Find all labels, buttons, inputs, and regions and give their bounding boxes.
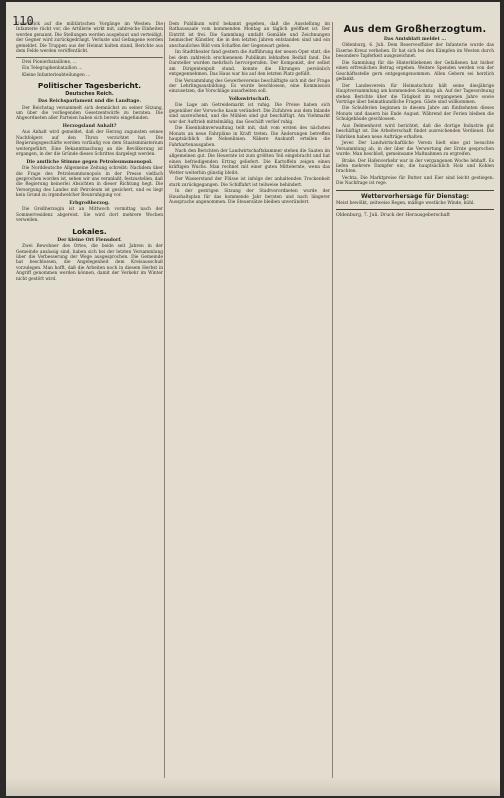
- article-paragraph: Brake. Der Hafenverkehr war in der vergangenen Woche lebhaft. Es liefen mehrere Dampfer ein, die hauptsächlich Holz und Kohlen brachten.: [336, 158, 494, 175]
- article-paragraph: Jever. Der Landwirtschaftliche Verein hielt eine gut besuchte Versammlung ab, in der über die Verwertung der Ernte gesprochen wurde. Man beschloß, gemeinsame Maßnahmen zu ergreifen.: [336, 141, 494, 158]
- column-middle: [169, 22, 330, 207]
- article-paragraph: Die Lage am Getreidemarkt ist ruhig. Die Preise haben sich gegenüber der Vorwoche kaum verändert. Die Zufuhren aus dem Inlande sind ausreichend, und die Mühlen sind gut beschäftigt. Am Viehmarkt war der Auftrieb mittelmäßig, das Geschäft verlief ruhig.: [169, 103, 330, 125]
- weather-forecast-box: [336, 190, 494, 210]
- article-paragraph: Dem Publikum wird bekannt gegeben, daß die Ausstellung im Rathaussaale vom kommenden Montag an täglich geöffnet ist. Der Eintritt ist frei. Die Sammlung umfaßt Gemälde und Zeichnungen heimischer Künstler, die in den letzten Jahren entstanden sind und ein anschauliches Bild vom Schaffen der Gegenwart geben.: [169, 22, 330, 49]
- article-paragraph: Vechta. Die Marktpreise für Butter und Eier sind leicht gestiegen. Die Nachfrage ist rege.: [336, 175, 494, 187]
- article-paragraph: In der gestrigen Sitzung der Stadtverordneten wurde der Haushaltsplan für das kommende Jahr beraten und nach längerer Aussprache angenommen. Die Steuersätze bleiben unverändert.: [169, 189, 330, 206]
- article-paragraph: Der Wasserstand der Flüsse ist infolge der anhaltenden Trockenheit stark zurückgegangen. Die Schiffahrt ist teilweise behindert.: [169, 177, 330, 188]
- article-heading: Herzogsland Anhalt?: [62, 123, 117, 129]
- article-paragraph: Im Stadttheater fand gestern die Aufführung der neuen Oper statt, die bei dem zahlreich erschienenen Publikum lebhaften Beifall fand. Die Darsteller wurden mehrfach hervorgerufen. Der Komponist, der selbst am Dirigentenpult stand, konnte die Ehrungen persönlich entgegennehmen. Das Haus war bis auf den letzten Platz gefüllt.: [169, 50, 330, 78]
- notice-line: Ein Telegraphenbataillon ...: [22, 66, 83, 72]
- article-paragraph: Der Reichstag versammelt sich demnächst zu seiner Sitzung, um über die vorliegenden Gesetzentwürfe zu beraten. Die Abgeordneten aller Parteien haben sich bereits eingefunden.: [16, 105, 163, 122]
- regional-subheading: Das Amtsblatt meldet ...: [383, 37, 447, 42]
- page-edge-shadow: [6, 778, 500, 796]
- weather-forecast-title: Wettervorhersage für Dienstag:: [360, 192, 470, 200]
- column-left: [16, 22, 163, 283]
- article-paragraph: Zwei Bewohner des Ortes, die beide seit Jahren in der Gemeinde ansässig sind, haben sich bei der letzten Versammlung über die Verbesserung der Wege ausgesprochen. Die Gemeinde hat beschlossen, die Angelegenheit dem Kreisausschuß vorzulegen. Man hofft, daß die Arbeiten noch in diesem Herbst in Angriff genommen werden können, damit der Verkehr im Winter nicht gestört wird.: [16, 244, 163, 282]
- intro-text: Ueberblick auf die militärischen Vorgänge im Westen: Die Infanterie rückt vor, die Artillerie wirkt mit, zahlreiche Einheiten werden genannt. Die Stellungen werden ausgebaut und verteidigt, der Gegner wird zurückgedrängt. Verluste und Gefangene werden gemeldet. Die Truppen aus der Heimat halten stand, Berichte aus dem Felde werden veröffentlicht.: [16, 22, 163, 55]
- article-heading: Volkswirtschaft.: [228, 96, 271, 102]
- section-subheading: Deutsches Reich.: [65, 91, 114, 98]
- notice-line: Drei Pionierbataillone, ...: [22, 59, 77, 65]
- article-paragraph: Die Norddeutsche Allgemeine Zeitung schreibt: Nachdem über die Frage des Petroleummonopols in der Presse vielfach gesprochen worden ist, sehen wir uns veranlaßt, festzustellen, daß die Regierung keinerlei Absichten in dieser Richtung hegt. Die Versorgung des Landes mit Petroleum ist gesichert, und es liegt kein Grund zu irgendwelcher Beunruhigung vor.: [16, 166, 163, 199]
- article-byline: Der kleine Ort Flensdorf.: [57, 237, 122, 243]
- column-rule: [332, 22, 333, 778]
- article-paragraph: Der Landesverein für Heimatschutz hält seine diesjährige Hauptversammlung am kommenden Sonntag ab. Auf der Tagesordnung stehen Berichte über die Tätigkeit im vergangenen Jahre sowie Vorträge über heimatkundliche Fragen. Gäste sind willkommen.: [336, 83, 494, 105]
- article-paragraph: Die Versammlung des Gewerbevereins beschäftigte sich mit der Frage der Lehrlingsausbildung. Es wurde beschlossen, eine Kommission einzusetzen, die Vorschläge ausarbeiten soll.: [169, 78, 330, 95]
- article-byline: Das Reichsparlament und die Landtage.: [37, 99, 142, 105]
- newspaper-page: [6, 2, 500, 796]
- notice-line: Kleine Infanterieabteilungen ...: [22, 72, 91, 78]
- weather-forecast-text: Meist bewölkt, zeitweise Regen, mäßige westliche Winde, kühl.: [336, 200, 475, 206]
- article-heading: Die amtliche Stimme gegen Petroleumsmonopol.: [26, 159, 153, 165]
- article-paragraph: Die Schulferien beginnen in diesem Jahre am fünfzehnten dieses Monats und dauern bis Ende August. Während der Ferien bleiben die Schulgebäude geschlossen.: [336, 106, 494, 123]
- article-paragraph: Aus Delmenhorst wird berichtet, daß die dortige Industrie gut beschäftigt ist. Die Arbeiterschaft findet ausreichenden Verdienst. Die Fabriken haben neue Aufträge erhalten.: [336, 123, 494, 140]
- column-rule: [164, 22, 165, 778]
- column-right: [336, 22, 494, 219]
- page-number: 110: [12, 14, 34, 28]
- article-paragraph: Die Eisenbahnverwaltung teilt mit, daß vom ersten des nächsten Monats an neue Fahrpläne in Kraft treten. Die Änderungen betreffen hauptsächlich die Nebenlinien. Nähere Auskunft erteilen die Fahrkartenausgaben.: [169, 126, 330, 148]
- section-heading: Politischer Tagesbericht.: [37, 81, 142, 91]
- divider: [16, 57, 163, 58]
- article-heading: Erbgroßherzog.: [69, 200, 110, 206]
- article-paragraph: Die Großherzogin ist an Mittwoch vormittag nach der Sommerresidenz abgereist. Sie wird dort mehrere Wochen verweilen.: [16, 207, 163, 224]
- article-paragraph: Die Sammlung für die Hinterbliebenen der Gefallenen hat bisher einen erfreulichen Betrag ergeben. Weitere Spenden werden von der Geschäftsstelle gern entgegengenommen. Allen Gebern sei herzlich gedankt.: [336, 60, 494, 83]
- imprint-line: Oldenburg, 7. Juli. Druck der Herausgeberschaft: [336, 213, 450, 219]
- article-paragraph: Oldenburg, 6. Juli. Dem Reserveoffizier der Infanterie wurde das Eiserne Kreuz verliehen. Er hat sich bei den Kämpfen im Westen durch besondere Tapferkeit ausgezeichnet.: [336, 43, 494, 60]
- article-paragraph: Nach den Berichten der Landwirtschaftskammer stehen die Saaten im allgemeinen gut. Die Heuernte ist zum größten Teil eingebracht und hat einen befriedigenden Ertrag geliefert. Die Kartoffeln zeigen einen kräftigen Wuchs. Man rechnet mit einer guten Mittelernte, wenn das Wetter weiterhin günstig bleibt.: [169, 148, 330, 176]
- regional-masthead: Aus dem Großherzogtum.: [343, 24, 487, 35]
- article-paragraph: Aus Anhalt wird gemeldet, daß der Herzog zugunsten seines Nachfolgers auf den Thron verzichtet hat. Die Regierungsgeschäfte werden vorläufig von dem Staatsministerium weitergeführt. Eine Bekanntmachung an die Bevölkerung ist ergangen, in der die Gründe dieses Schrittes dargelegt werden.: [16, 130, 163, 158]
- section-heading: Lokales.: [72, 226, 107, 236]
